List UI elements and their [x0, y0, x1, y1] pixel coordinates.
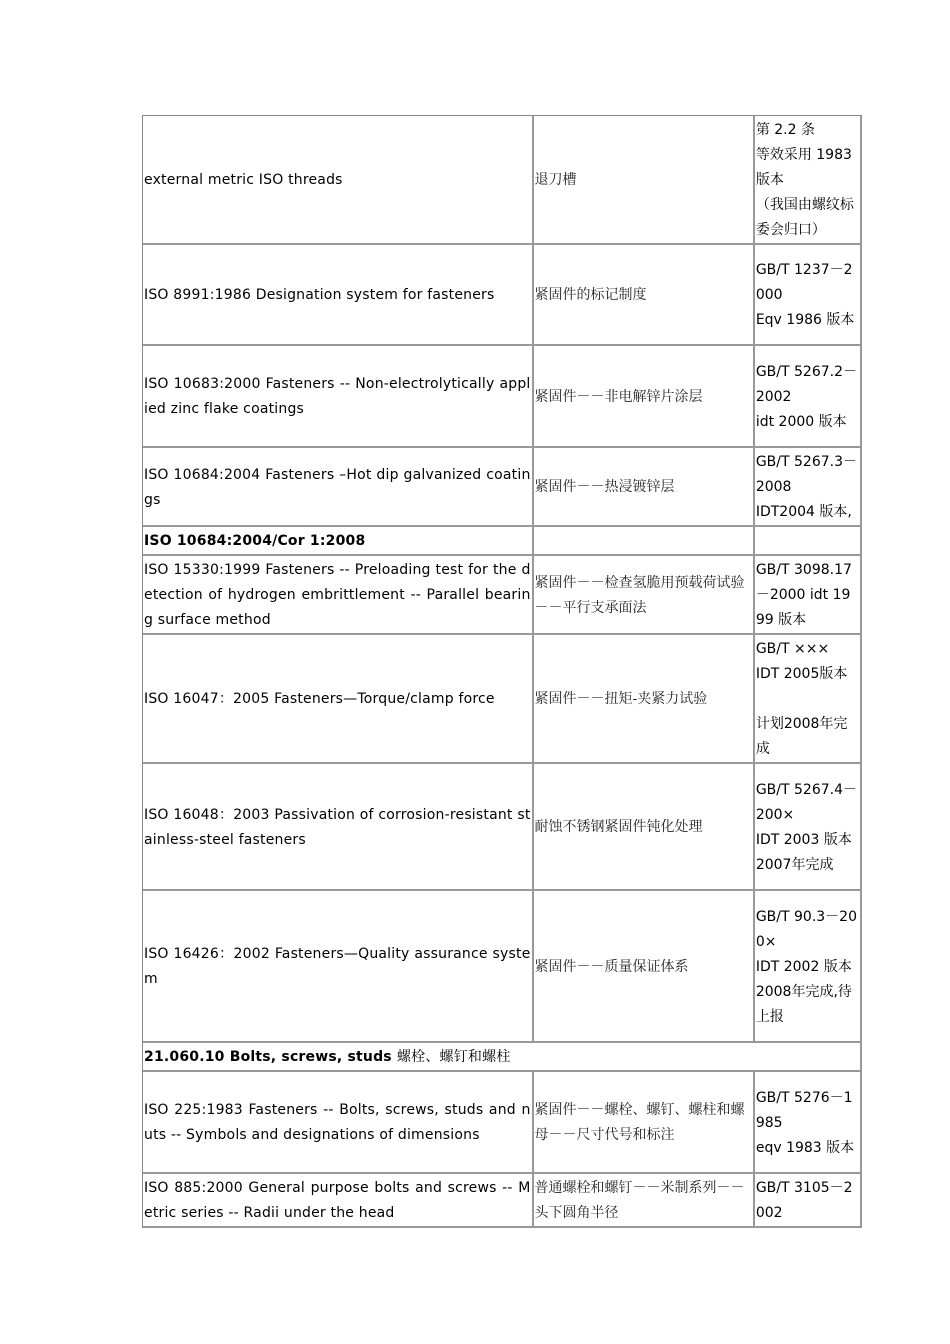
iso-standard-cell: ISO 8991:1986 Designation system for fasteners — [143, 245, 534, 346]
table-row — [143, 891, 862, 1043]
empty-cell — [755, 527, 862, 556]
table-row — [143, 764, 862, 891]
section-chinese-title: 螺栓、螺钉和螺柱 — [396, 1049, 511, 1065]
section-row — [143, 1043, 862, 1072]
iso-standard-cell: ISO 10683:2000 Fasteners -- Non-electrolytically applied zinc flake coatings — [143, 346, 534, 448]
chinese-title-cell: 普通螺栓和螺钉－－米制系列－－头下圆角半径 — [534, 1174, 755, 1228]
table-row — [143, 448, 862, 527]
corrigendum-heading: ISO 10684:2004/Cor 1:2008 — [143, 527, 534, 556]
gb-standard-cell: GB/T 5267.3－2008 IDT2004 版本, — [755, 448, 862, 527]
chinese-title-cell: 紧固件－－螺栓、螺钉、螺柱和螺母－－尺寸代号和标注 — [534, 1072, 755, 1174]
chinese-title-cell: 紧固件的标记制度 — [534, 245, 755, 346]
gb-standard-cell: GB/T 5267.2－2002 idt 2000 版本 — [755, 346, 862, 448]
chinese-title-cell: 紧固件－－热浸镀锌层 — [534, 448, 755, 527]
empty-cell — [534, 527, 755, 556]
gb-standard-cell: 第 2.2 条 等效采用 1983 版本 （我国由螺纹标委会归口） — [755, 116, 862, 245]
gb-standard-cell: GB/T 5267.4－200× IDT 2003 版本 2007年完成 — [755, 764, 862, 891]
iso-standard-cell: external metric ISO threads — [143, 116, 534, 245]
section-code-title: 21.060.10 Bolts, screws, studs — [144, 1049, 392, 1065]
gb-standard-cell: GB/T 3098.17－2000 idt 1999 版本 — [755, 556, 862, 635]
chinese-title-cell: 紧固件－－质量保证体系 — [534, 891, 755, 1043]
iso-standard-cell: ISO 16047：2005 Fasteners—Torque/clamp force — [143, 635, 534, 764]
iso-standard-cell: ISO 10684:2004 Fasteners –Hot dip galvanized coatings — [143, 448, 534, 527]
table-row — [143, 556, 862, 635]
section-heading — [143, 1043, 862, 1072]
gb-standard-cell: GB/T 90.3－200× IDT 2002 版本 2008年完成,待上报 — [755, 891, 862, 1043]
gb-standard-cell: GB/T ××× IDT 2005版本 计划2008年完成 — [755, 635, 862, 764]
table-row — [143, 116, 862, 245]
table-row — [143, 245, 862, 346]
chinese-title-cell: 紧固件－－检查氢脆用预载荷试验－－平行支承面法 — [534, 556, 755, 635]
table-row — [143, 1072, 862, 1174]
chinese-title-cell: 耐蚀不锈钢紧固件钝化处理 — [534, 764, 755, 891]
chinese-title-cell: 紧固件－－扭矩-夹紧力试验 — [534, 635, 755, 764]
gb-standard-cell: GB/T 3105－2002 — [755, 1174, 862, 1228]
iso-standard-cell: ISO 16048：2003 Passivation of corrosion-resistant stainless-steel fasteners — [143, 764, 534, 891]
iso-standard-cell: ISO 225:1983 Fasteners -- Bolts, screws, studs and nuts -- Symbols and designations of dimensions — [143, 1072, 534, 1174]
table-row — [143, 527, 862, 556]
table-row — [143, 635, 862, 764]
gb-standard-cell: GB/T 5276－1985 eqv 1983 版本 — [755, 1072, 862, 1174]
chinese-title-cell: 退刀槽 — [534, 116, 755, 245]
iso-standard-cell: ISO 885:2000 General purpose bolts and screws -- Metric series -- Radii under the head — [143, 1174, 534, 1228]
table-row — [143, 1174, 862, 1228]
standards-table — [142, 115, 862, 1228]
table-row — [143, 346, 862, 448]
iso-standard-cell: ISO 15330:1999 Fasteners -- Preloading test for the detection of hydrogen embrittlement -- Parallel bearing surface method — [143, 556, 534, 635]
chinese-title-cell: 紧固件－－非电解锌片涂层 — [534, 346, 755, 448]
gb-standard-cell: GB/T 1237－2000 Eqv 1986 版本 — [755, 245, 862, 346]
iso-standard-cell: ISO 16426：2002 Fasteners—Quality assurance system — [143, 891, 534, 1043]
